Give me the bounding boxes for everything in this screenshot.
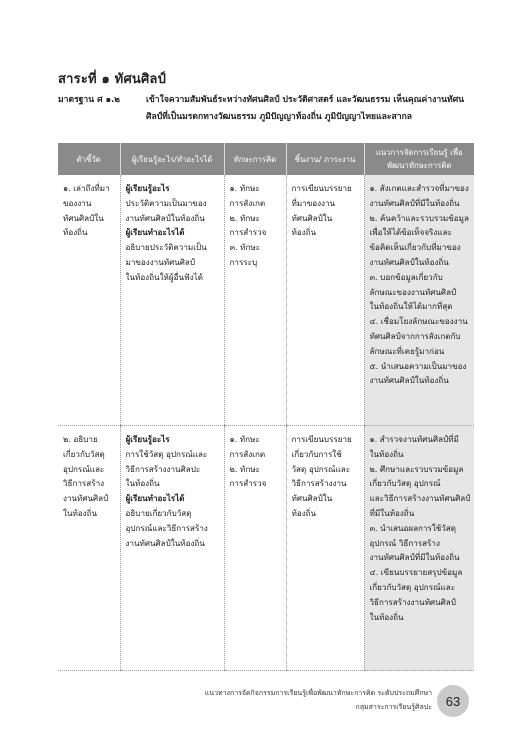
- cell-text-line: ทัศนศิลป์ใน: [291, 212, 333, 223]
- approach-cell: [364, 426, 474, 671]
- standard-code: มาตรฐาน ศ ๑.๒: [58, 95, 120, 105]
- cell-text-line: งานทัศนศิลป์: [63, 493, 109, 504]
- cell-text-line: วิธีการสร้าง: [63, 478, 105, 489]
- thinking-skill-cell: [224, 426, 286, 671]
- indicator-cell: [58, 426, 120, 671]
- cell-text-line: การสังเกต: [229, 197, 266, 208]
- cell-text-line: ๒. อธิบาย: [63, 434, 98, 444]
- cell-text-line: การสังเกต: [229, 448, 266, 459]
- header-indicator: ตัวชี้วัด: [58, 143, 120, 175]
- header-learning: ผู้เรียนรู้อะไร/ทำอะไรได้: [120, 143, 224, 175]
- cell-text-line: เกี่ยวกับวัสดุ: [63, 448, 105, 459]
- learning-cell: [120, 175, 224, 426]
- cell-text-line: ทัศนศิลป์จากการสังเกตกับ: [369, 330, 461, 341]
- standard-block: [58, 92, 478, 126]
- cell-text-line: การใช้วัสดุ อุปกรณ์และ: [125, 448, 208, 459]
- indicator-cell: [58, 175, 120, 426]
- cell-text-line: ๔. เชื่อมโยงลักษณะของงาน: [369, 316, 468, 327]
- cell-text-line: ๑. สังเกตและสำรวจที่มาของ: [369, 183, 469, 193]
- header-approach: แนวการจัดการเรียนรู้ เพื่อพัฒนาทักษะการคิด: [364, 143, 474, 175]
- cell-text-line: ในท้องถิ่น: [63, 507, 98, 518]
- footer-subject: กลุ่มสาระการเรียนรู้ศิลปะ: [355, 703, 432, 711]
- cell-text-line: ๓. บอกข้อมูลเกี่ยวกับ: [369, 271, 443, 282]
- cell-text-line: วิธีการสร้างงานศิลปะ: [125, 463, 201, 474]
- thinking-skill-cell: [224, 175, 286, 426]
- footer-title: แนวทางการจัดกิจกรรมการเรียนรู้เพื่อพัฒนาทักษะการคิด ระดับประถมศึกษา: [204, 689, 432, 697]
- approach-cell: [364, 175, 474, 426]
- cell-text-line: ๔. เขียนบรรยายสรุปข้อมูล: [369, 567, 463, 578]
- cell-text-line: วัสดุ อุปกรณ์และ: [291, 463, 351, 474]
- cell-text-line: อุปกรณ์และ: [63, 463, 105, 474]
- cell-text-line: ๒. ทักษะ: [229, 212, 260, 223]
- cell-text-line: ของงาน: [63, 197, 92, 208]
- cell-text-line: งานทัศนศิลป์ในท้องถิ่น: [125, 212, 205, 223]
- cell-text-line: มาของงานทัศนศิลป์: [125, 256, 195, 267]
- cell-text-line: ๒. ทักษะ: [229, 463, 260, 474]
- page-number: 63: [437, 685, 469, 717]
- cell-text-line: ๑. เล่าถึงที่มา: [63, 183, 110, 193]
- cell-text-line: ในท้องถิ่น: [125, 478, 160, 489]
- cell-subheading: ผู้เรียนรู้อะไร: [125, 183, 170, 193]
- cell-text-line: ในท้องถิ่น: [369, 448, 404, 459]
- cell-text-line: เกี่ยวกับการใช้: [291, 448, 342, 459]
- cell-text-line: ท้องถิ่น: [291, 507, 317, 518]
- cell-text-line: เกี่ยวกับวัสดุ อุปกรณ์และ: [369, 581, 456, 592]
- cell-text-line: ทัศนศิลป์ใน: [63, 212, 104, 223]
- cell-text-line: อธิบายเกี่ยวกับวัสดุ: [125, 507, 192, 518]
- cell-text-line: การเขียนบรรยาย: [291, 434, 352, 444]
- cell-text-line: ประวัติความเป็นมาของ: [125, 197, 207, 208]
- cell-text-line: ๓. ทักษะ: [229, 242, 261, 253]
- table-row: [58, 175, 474, 426]
- cell-subheading: ผู้เรียนทำอะไรได้: [125, 227, 185, 238]
- cell-text-line: ลักษณะของงานทัศนศิลป์: [369, 286, 457, 297]
- cell-text-line: ในท้องถิ่นให้ผู้อื่นฟังได้: [125, 271, 203, 282]
- cell-subheading: ผู้เรียนทำอะไรได้: [125, 493, 185, 504]
- header-work: ชิ้นงาน/ ภาระงาน: [286, 143, 364, 175]
- cell-text-line: ลักษณะที่เคยรู้มาก่อน: [369, 345, 445, 356]
- cell-text-line: เพื่อให้ได้ข้อเท็จจริงและ: [369, 227, 452, 238]
- header-thinking-skill: ทักษะการคิด: [224, 143, 286, 175]
- cell-text-line: อธิบายประวัติความเป็น: [125, 242, 207, 253]
- cell-text-line: การเขียนบรรยาย: [291, 183, 352, 193]
- cell-text-line: การระบุ: [229, 256, 258, 267]
- cell-text-line: วิธีการสร้างงาน: [291, 478, 347, 489]
- cell-text-line: งานทัศนศิลป์ที่มีในท้องถิ่น: [369, 197, 460, 208]
- learning-cell: [120, 426, 224, 671]
- cell-text-line: ในท้องถิ่น: [369, 611, 404, 622]
- cell-text-line: ในท้องถิ่นให้ได้มากที่สุด: [369, 301, 453, 312]
- cell-text-line: การสำรวจ: [229, 478, 267, 489]
- cell-text-line: ที่มาของงาน: [291, 197, 336, 208]
- cell-text-line: งานทัศนศิลป์ที่มีในท้องถิ่น: [369, 552, 460, 563]
- curriculum-table: [58, 143, 474, 671]
- cell-text-line: ข้อคิดเห็นเกี่ยวกับที่มาของ: [369, 242, 461, 253]
- cell-text-line: ๑. สำรวจงานทัศนศิลป์ที่มี: [369, 434, 459, 444]
- section-heading: สาระที่ ๑ ทัศนศิลป์: [58, 72, 167, 87]
- cell-text-line: และวิธีการสร้างงานทัศนศิลป์: [369, 493, 470, 504]
- cell-text-line: เกี่ยวกับวัสดุ อุปกรณ์: [369, 478, 441, 489]
- cell-text-line: ๓. นำเสนอผลการใช้วัสดุ: [369, 522, 457, 533]
- cell-text-line: อุปกรณ์ วิธีการสร้าง: [369, 537, 440, 548]
- cell-text-line: ท้องถิ่น: [291, 227, 317, 238]
- cell-text-line: ทัศนศิลป์ใน: [291, 493, 333, 504]
- cell-text-line: ๒. ศึกษาและรวบรวมข้อมูล: [369, 463, 464, 474]
- cell-text-line: ท้องถิ่น: [63, 227, 88, 238]
- cell-text-line: ๒. ค้นคว้าและรวบรวมข้อมูล: [369, 212, 469, 223]
- cell-text-line: อุปกรณ์และวิธีการสร้าง: [125, 522, 208, 533]
- work-cell: [286, 175, 364, 426]
- work-cell: [286, 426, 364, 671]
- standard-text: เข้าใจความสัมพันธ์ระหว่างทัศนศิลป์ ประวัติศาสตร์ และวัฒนธรรม เห็นคุณค่างานทัศนศิลป์ที่เป็นมรดกทางวัฒนธรรม ภูมิปัญญาท้องถิ่น ภูมิปัญญาไทยและสากล: [146, 95, 465, 122]
- footer: [205, 686, 432, 714]
- cell-text-line: ๑. ทักษะ: [229, 434, 260, 444]
- cell-text-line: วิธีการสร้างงานทัศนศิลป์: [369, 596, 456, 607]
- cell-text-line: ๑. ทักษะ: [229, 183, 260, 193]
- table-header-row: [58, 143, 474, 175]
- cell-text-line: การสำรวจ: [229, 227, 267, 238]
- cell-subheading: ผู้เรียนรู้อะไร: [125, 434, 170, 444]
- table-row: [58, 426, 474, 671]
- cell-text-line: งานทัศนศิลป์ในท้องถิ่น: [369, 256, 449, 267]
- cell-text-line: ๕. นำเสนอความเป็นมาของ: [369, 360, 467, 371]
- cell-text-line: งานทัศนศิลป์ในท้องถิ่น: [369, 375, 449, 386]
- cell-text-line: ที่มีในท้องถิ่น: [369, 507, 415, 518]
- cell-text-line: งานทัศนศิลป์ในท้องถิ่น: [125, 537, 205, 548]
